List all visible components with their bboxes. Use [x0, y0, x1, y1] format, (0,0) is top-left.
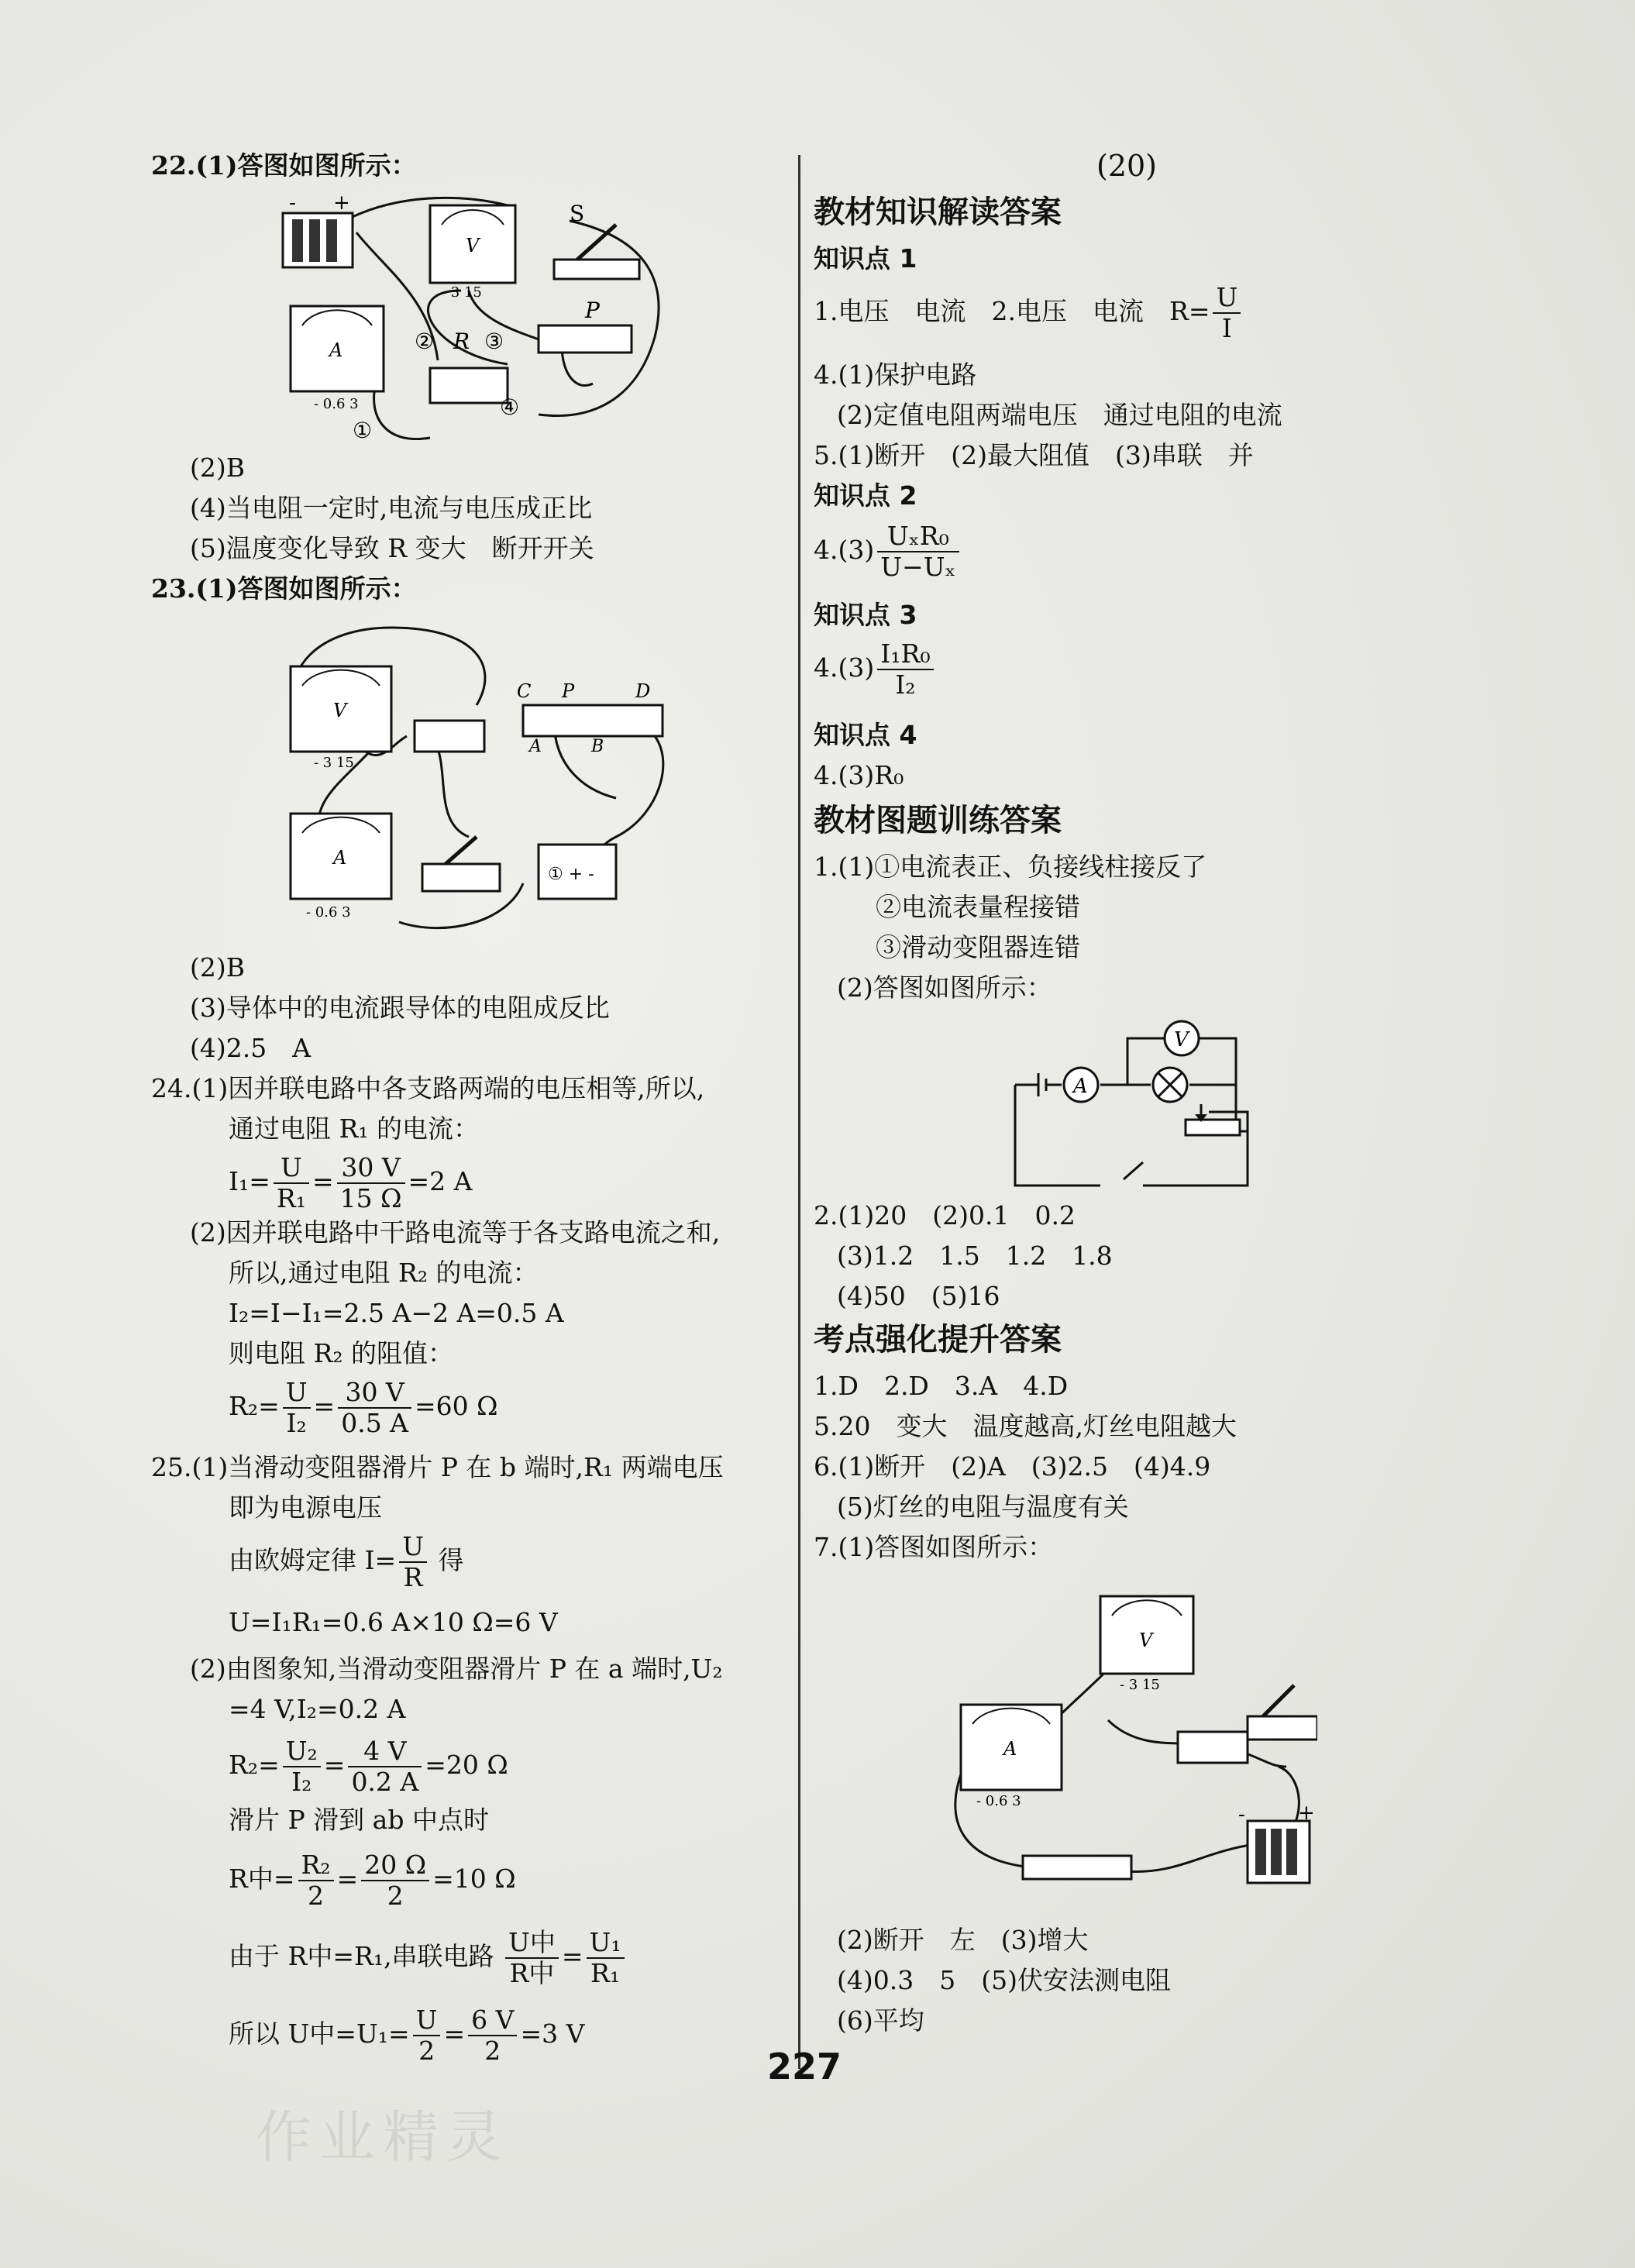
svg-text:-: - — [289, 191, 296, 215]
heading-textbook-knowledge: 教材知识解读答案 — [814, 194, 1062, 230]
svg-text:P: P — [562, 680, 575, 702]
q25-line2: 即为电源电压 — [229, 1492, 382, 1523]
section-number: (20) — [1096, 149, 1158, 183]
q25-eq5: 所以 U中=U₁= $\frac{U}{2}$ = $\frac{6 V}{2}$ =3 V — [229, 2005, 585, 2066]
k-line7c: (4)0.3 5 (5)伏安法测电阻 — [837, 1965, 1171, 1995]
q24-line2: 通过电阻 R₁ 的电流： — [229, 1113, 480, 1144]
q23-circuit-figure — [275, 620, 694, 945]
q24-line5: I₂=I−I₁=2.5 A−2 A=0.5 A — [229, 1298, 564, 1328]
svg-text:C: C — [517, 680, 532, 702]
svg-text:- 3 15: - 3 15 — [442, 284, 482, 301]
svg-text:A: A — [1073, 1075, 1088, 1098]
kp3-line1: 4.(3) $\frac{\text{I₁R₀}}{\text{I₂}}$ — [814, 637, 937, 700]
t2-line1: 2.(1)20 (2)0.1 0.2 — [814, 1200, 1076, 1230]
k-line6b: (5)灯丝的电阻与温度有关 — [837, 1492, 1129, 1522]
k-line5: 5.20 变大 温度越高,灯丝电阻越大 — [814, 1411, 1237, 1441]
q23-head: 23.(1)答图如图所示： — [151, 573, 417, 604]
svg-text:V: V — [1139, 1630, 1153, 1651]
svg-text:+: + — [1298, 1802, 1315, 1825]
k-line6: 6.(1)断开 (2)A (3)2.5 (4)4.9 — [814, 1451, 1211, 1482]
q22-head: 22.(1)答图如图所示： — [151, 150, 417, 181]
q23-answer-b: (2)B — [190, 952, 245, 983]
svg-text:R: R — [453, 329, 470, 354]
q23-answer-d: (4)2.5 A — [190, 1033, 312, 1063]
svg-text:A: A — [329, 339, 343, 361]
svg-text:- 3 15: - 3 15 — [1120, 1677, 1160, 1693]
svg-text:V: V — [333, 700, 347, 721]
q25-line6: 滑片 P 滑到 ab 中点时 — [229, 1805, 489, 1835]
t1-line1: 1.(1)①电流表正、负接线柱接反了 — [814, 852, 1207, 882]
heading-exam-points: 考点强化提升答案 — [814, 1322, 1062, 1358]
svg-text:S: S — [570, 201, 585, 226]
svg-text:D: D — [635, 680, 651, 702]
q22-answer-b: (2)B — [190, 453, 245, 483]
q24-eq1: I₁= $\frac{U}{\text{R₁}}$ = $\frac{30 V}{15 \Omega}$ =2 A — [229, 1152, 473, 1213]
q23-answer-c: (3)导体中的电流跟导体的电阻成反比 — [190, 993, 610, 1023]
svg-text:③: ③ — [484, 329, 504, 354]
svg-text:A: A — [529, 737, 542, 756]
kp1-line1: 1.电压 电流 2.电压 电流 R= $\frac{U}{I}$ — [814, 280, 1244, 343]
t1-line4: (2)答图如图所示： — [837, 972, 1052, 1003]
svg-text:-: - — [1238, 1803, 1245, 1826]
t1-circuit-schematic — [1000, 1007, 1263, 1201]
svg-text:- 0.6 3: - 0.6 3 — [976, 1793, 1021, 1809]
q25-eq2: R₂= $\frac{\text{U₂}}{\text{I₂}}$ = $\frac{4 V}{0.2 A}$ =20 Ω — [229, 1736, 508, 1797]
svg-text:④: ④ — [500, 394, 520, 420]
t1-line3: ③滑动变阻器连错 — [876, 932, 1080, 962]
k-line1: 1.D 2.D 3.A 4.D — [814, 1371, 1069, 1401]
kp4-line1: 4.(3)R₀ — [814, 760, 904, 790]
kp1-line3: (2)定值电阻两端电压 通过电阻的电流 — [837, 400, 1282, 430]
svg-text:V: V — [466, 235, 480, 256]
q25-line1: 25.(1)当滑动变阻器滑片 P 在 b 端时,R₁ 两端电压 — [151, 1452, 724, 1482]
t2-line3: (4)50 (5)16 — [837, 1281, 1000, 1311]
q22-circuit-figure — [275, 190, 678, 446]
heading-textbook-figure-training: 教材图题训练答案 — [814, 803, 1062, 838]
knowledge-point-1: 知识点 1 — [814, 243, 917, 274]
knowledge-point-4: 知识点 4 — [814, 720, 917, 750]
q24-line4: 所以,通过电阻 R₂ 的电流： — [229, 1258, 539, 1288]
svg-text:②: ② — [415, 329, 435, 354]
svg-text:- 3 15: - 3 15 — [314, 755, 354, 771]
knowledge-point-3: 知识点 3 — [814, 600, 917, 630]
svg-text:- 0.6 3: - 0.6 3 — [314, 396, 359, 412]
q22-answer-d: (4)当电阻一定时,电流与电压成正比 — [190, 493, 593, 523]
svg-text:V: V — [1174, 1028, 1189, 1051]
svg-text:+: + — [333, 191, 350, 215]
q24-eq2: R₂= $\frac{U}{\text{I₂}}$ = $\frac{30 V}{0.5 A}$ =60 Ω — [229, 1377, 498, 1438]
k-line7b: (2)断开 左 (3)增大 — [837, 1925, 1089, 1955]
q24-line3: (2)因并联电路中干路电流等于各支路电流之和, — [190, 1217, 721, 1248]
t2-line2: (3)1.2 1.5 1.2 1.8 — [837, 1241, 1113, 1271]
q25-eq4: 由于 R中=R₁,串联电路 $\frac{\text{U中}}{\text{R中}}$ = $\frac{\text{U₁}}{\text{R₁}}$ — [229, 1926, 628, 1988]
k7-circuit-figure — [945, 1588, 1317, 1914]
q25-line5: =4 V,I₂=0.2 A — [229, 1694, 406, 1724]
kp1-line2: 4.(1)保护电路 — [814, 360, 977, 390]
svg-text:A: A — [1003, 1738, 1017, 1760]
q25-eq1: 由欧姆定律 I= $\frac{U}{R}$ 得 — [229, 1531, 464, 1592]
q24-line1: 24.(1)因并联电路中各支路两端的电压相等,所以, — [151, 1073, 705, 1103]
svg-text:- 0.6 3: - 0.6 3 — [306, 904, 351, 921]
svg-text:A: A — [333, 847, 347, 869]
q25-line4: (2)由图象知,当滑动变阻器滑片 P 在 a 端时,U₂ — [190, 1654, 723, 1684]
svg-text:B: B — [591, 737, 604, 756]
q24-line6: 则电阻 R₂ 的阻值： — [229, 1338, 454, 1368]
q25-line3: U=I₁R₁=0.6 A×10 Ω=6 V — [229, 1607, 558, 1637]
svg-text:① + -: ① + - — [548, 865, 594, 884]
kp2-line1: 4.(3) $\frac{\text{UₓR₀}}{\text{U−Uₓ}}$ — [814, 519, 962, 582]
k-line7: 7.(1)答图如图所示： — [814, 1532, 1054, 1562]
t1-line2: ②电流表量程接错 — [876, 892, 1080, 922]
q25-eq3: R中= $\frac{\text{R₂}}{2}$ = $\frac{20 \Omega}{2}$ =10 Ω — [229, 1850, 516, 1911]
column-divider — [798, 155, 800, 2069]
svg-text:P: P — [585, 298, 600, 323]
q22-answer-e: (5)温度变化导致 R 变大 断开开关 — [190, 533, 594, 563]
kp1-line4: 5.(1)断开 (2)最大阻值 (3)串联 并 — [814, 440, 1254, 470]
knowledge-point-2: 知识点 2 — [814, 480, 917, 511]
svg-text:①: ① — [353, 418, 373, 443]
page-number: 227 — [767, 2046, 842, 2087]
k-line7d: (6)平均 — [837, 2005, 924, 2036]
watermark: 作业精灵 — [256, 2105, 511, 2170]
